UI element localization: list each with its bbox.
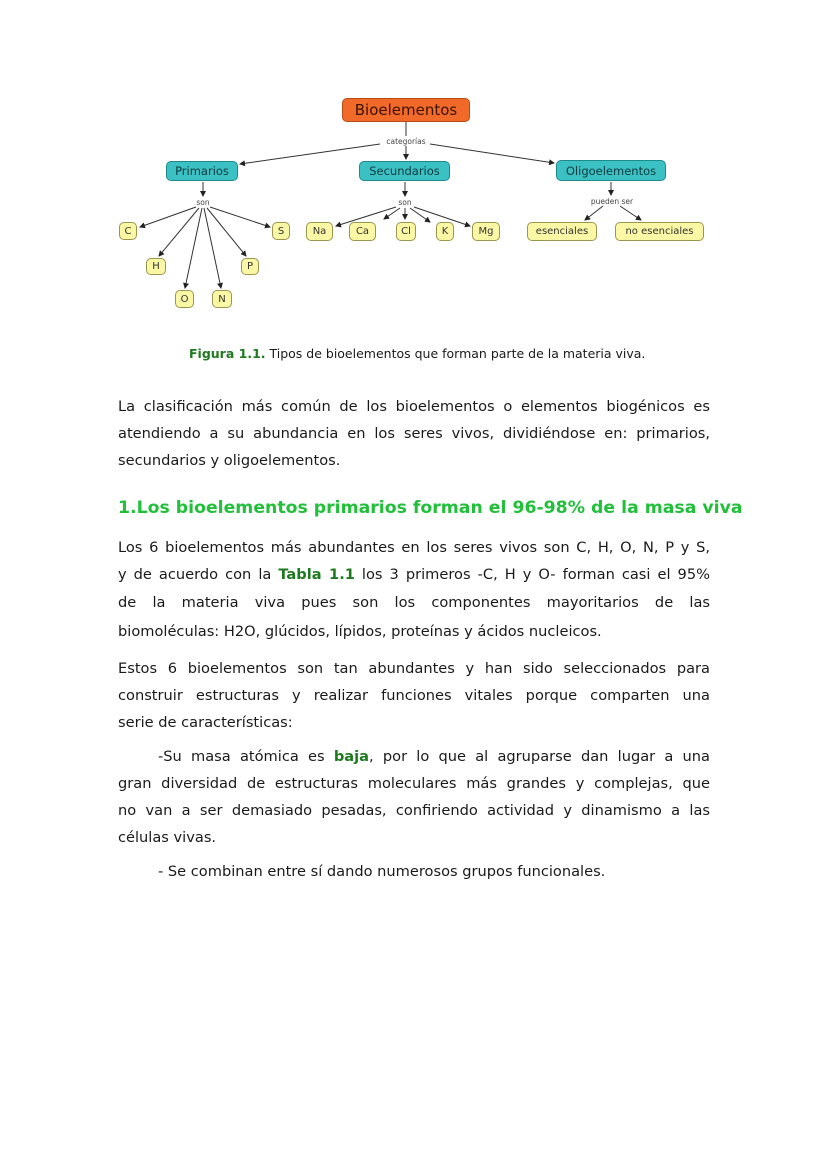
paragraph-line: atendiendo a su abundancia en los seres vivos, dividiéndose en: primarios, — [118, 425, 710, 442]
node-bioelementos: Bioelementos — [342, 98, 470, 122]
link-label-categorias: categorías — [386, 137, 426, 146]
node-na: Na — [306, 222, 333, 241]
node-esenciales: esenciales — [527, 222, 597, 241]
node-s: S — [272, 222, 290, 240]
node-ca: Ca — [349, 222, 376, 241]
paragraph-line: secundarios y oligoelementos. — [118, 452, 341, 469]
section-heading: 1.Los bioelementos primarios forman el 96-98% de la masa viva — [118, 498, 743, 518]
node-no-esenciales: no esenciales — [615, 222, 704, 241]
paragraph-line: Los 6 bioelementos más abundantes en los seres vivos son C, H, O, N, P y S, — [118, 539, 710, 556]
node-cl: Cl — [396, 222, 416, 241]
paragraph-line: gran diversidad de estructuras moleculares más grandes y complejas, que — [118, 775, 710, 792]
paragraph-line: no van a ser demasiado pesadas, confiriendo actividad y dinamismo a las — [118, 802, 710, 819]
paragraph-line: La clasificación más común de los bioelementos o elementos biogénicos es — [118, 398, 710, 415]
highlight-baja: baja — [333, 748, 369, 765]
figure-caption-text: Tipos de bioelementos que forman parte de la materia viva. — [265, 346, 646, 361]
paragraph-line: de la materia viva pues son los componentes mayoritarios de las — [118, 594, 710, 611]
link-label-son: son — [398, 198, 412, 207]
node-o: O — [175, 290, 194, 308]
paragraph-line — [158, 747, 710, 767]
text: y de acuerdo con la — [118, 566, 279, 583]
figure-caption — [189, 346, 645, 361]
node-h: H — [146, 258, 166, 275]
table-reference: Tabla 1.1 — [278, 566, 355, 583]
node-n: N — [212, 290, 232, 308]
node-primarios: Primarios — [166, 161, 238, 181]
paragraph-line: serie de características: — [118, 714, 293, 731]
paragraph-line: Estos 6 bioelementos son tan abundantes y han sido seleccionados para — [118, 660, 710, 677]
node-c: C — [119, 222, 137, 240]
paragraph-line: células vivas. — [118, 829, 217, 846]
node-secundarios: Secundarios — [359, 161, 450, 181]
node-p: P — [241, 258, 259, 275]
paragraph-line: - Se combinan entre sí dando numerosos grupos funcionales. — [158, 863, 606, 880]
paragraph-line — [118, 565, 710, 585]
node-mg: Mg — [472, 222, 500, 241]
node-oligoelementos: Oligoelementos — [556, 160, 666, 181]
text: -Su masa atómica es — [158, 748, 334, 765]
link-label-son: son — [196, 198, 210, 207]
node-k: K — [436, 222, 454, 241]
link-label-pueden-ser: pueden ser — [590, 197, 634, 206]
paragraph-line: biomoléculas: H2O, glúcidos, lípidos, proteínas y ácidos nucleicos. — [118, 623, 602, 640]
text: los 3 primeros -C, H y O- forman casi el 95% — [354, 566, 710, 583]
text: , por lo que al agruparse dan lugar a una — [369, 748, 711, 765]
figure-label: Figura 1.1. — [189, 346, 266, 361]
paragraph-line: construir estructuras y realizar funciones vitales porque comparten una — [118, 687, 710, 704]
